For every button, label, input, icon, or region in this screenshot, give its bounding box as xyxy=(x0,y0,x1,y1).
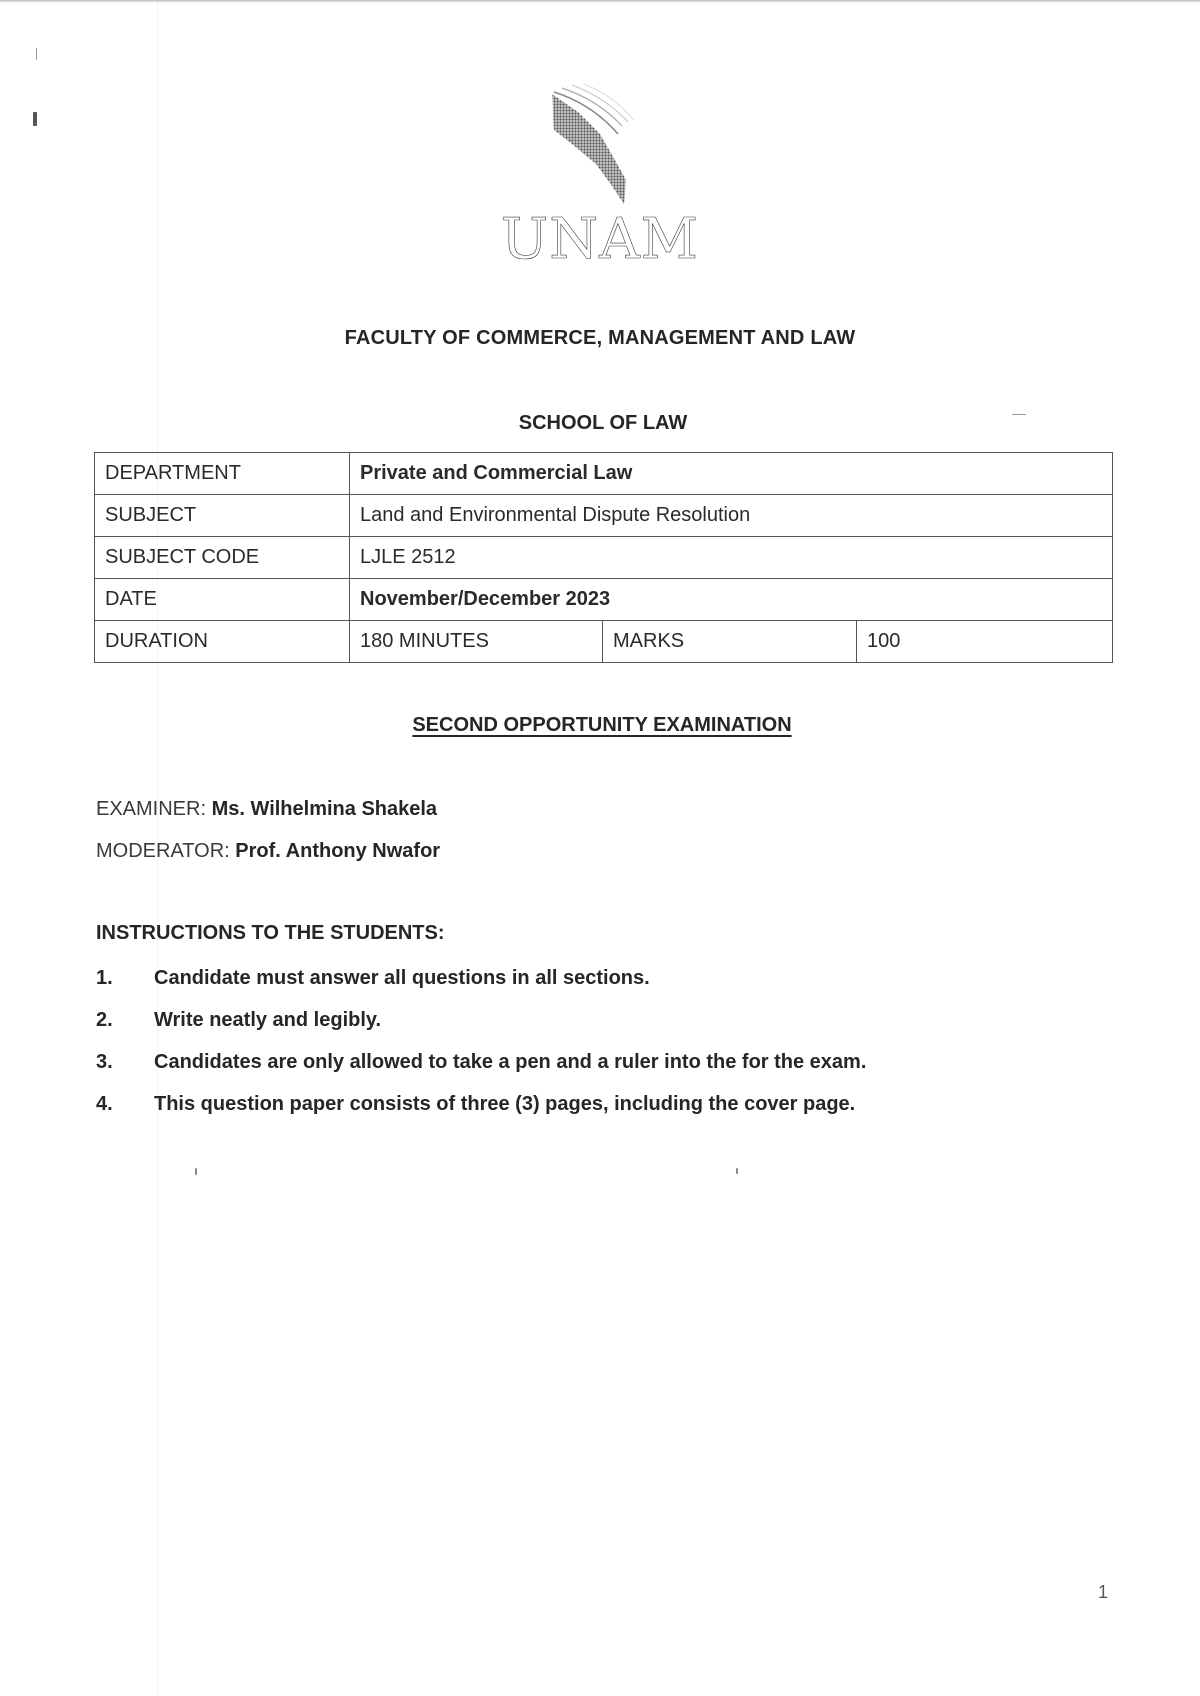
table-row-duration xyxy=(95,621,1113,663)
instruction-number: 3. xyxy=(96,1051,113,1073)
logo-wordmark: UNAM xyxy=(501,207,699,272)
table-row-subject-code xyxy=(95,537,1113,579)
book-icon xyxy=(526,82,646,212)
instruction-number: 2. xyxy=(96,1009,113,1031)
instruction-number: 1. xyxy=(96,967,113,989)
subject-label: SUBJECT xyxy=(95,495,350,537)
table-row-date xyxy=(95,579,1113,621)
page-number: 1 xyxy=(1098,1582,1109,1602)
table-row-subject xyxy=(95,495,1113,537)
table-row-department xyxy=(95,453,1113,495)
subject-code-label: SUBJECT CODE xyxy=(95,537,350,579)
instruction-text: This question paper consists of three (3) pages, including the cover page. xyxy=(154,1093,856,1115)
subject-code-value: LJLE 2512 xyxy=(350,537,1113,579)
instruction-item xyxy=(96,1051,866,1074)
duration-label: DURATION xyxy=(95,621,350,663)
examiner-name: Ms. Wilhelmina Shakela xyxy=(211,798,438,820)
instructions-title: INSTRUCTIONS TO THE STUDENTS: xyxy=(96,922,445,944)
instruction-text: Write neatly and legibly. xyxy=(154,1009,382,1031)
department-value: Private and Commercial Law xyxy=(350,453,1113,495)
subject-value: Land and Environmental Dispute Resolution xyxy=(350,495,1113,537)
exam-type-text: SECOND OPPORTUNITY EXAMINATION xyxy=(412,714,792,736)
instruction-item xyxy=(96,1009,381,1032)
instruction-item xyxy=(96,1093,855,1116)
moderator-name: Prof. Anthony Nwafor xyxy=(235,840,441,862)
examiner-line xyxy=(96,798,437,821)
instruction-item xyxy=(96,967,650,990)
instruction-text: Candidates are only allowed to take a pen and a ruler into the for the exam. xyxy=(154,1051,867,1073)
exam-info-table xyxy=(94,452,1113,663)
moderator-line xyxy=(96,840,440,863)
school-heading xyxy=(0,412,1200,435)
instruction-text: Candidate must answer all questions in all sections. xyxy=(154,967,650,989)
scan-speck xyxy=(736,1168,738,1174)
date-value: November/December 2023 xyxy=(350,579,1113,621)
scan-edge xyxy=(0,0,1200,3)
scan-speck xyxy=(36,48,37,60)
scan-speck xyxy=(33,112,37,126)
scan-speck xyxy=(195,1168,197,1175)
unam-logo xyxy=(470,82,730,282)
moderator-label: MODERATOR: xyxy=(96,840,230,862)
school-heading-text: SCHOOL OF LAW xyxy=(518,412,688,434)
exam-type-heading xyxy=(0,714,1200,737)
marks-label: MARKS xyxy=(603,621,857,663)
marks-value: 100 xyxy=(857,621,1113,663)
department-label: DEPARTMENT xyxy=(95,453,350,495)
examiner-label: EXAMINER: xyxy=(96,798,207,820)
date-label: DATE xyxy=(95,579,350,621)
duration-value: 180 MINUTES xyxy=(350,621,603,663)
faculty-heading: FACULTY OF COMMERCE, MANAGEMENT AND LAW xyxy=(344,327,856,349)
instruction-number: 4. xyxy=(96,1093,113,1115)
